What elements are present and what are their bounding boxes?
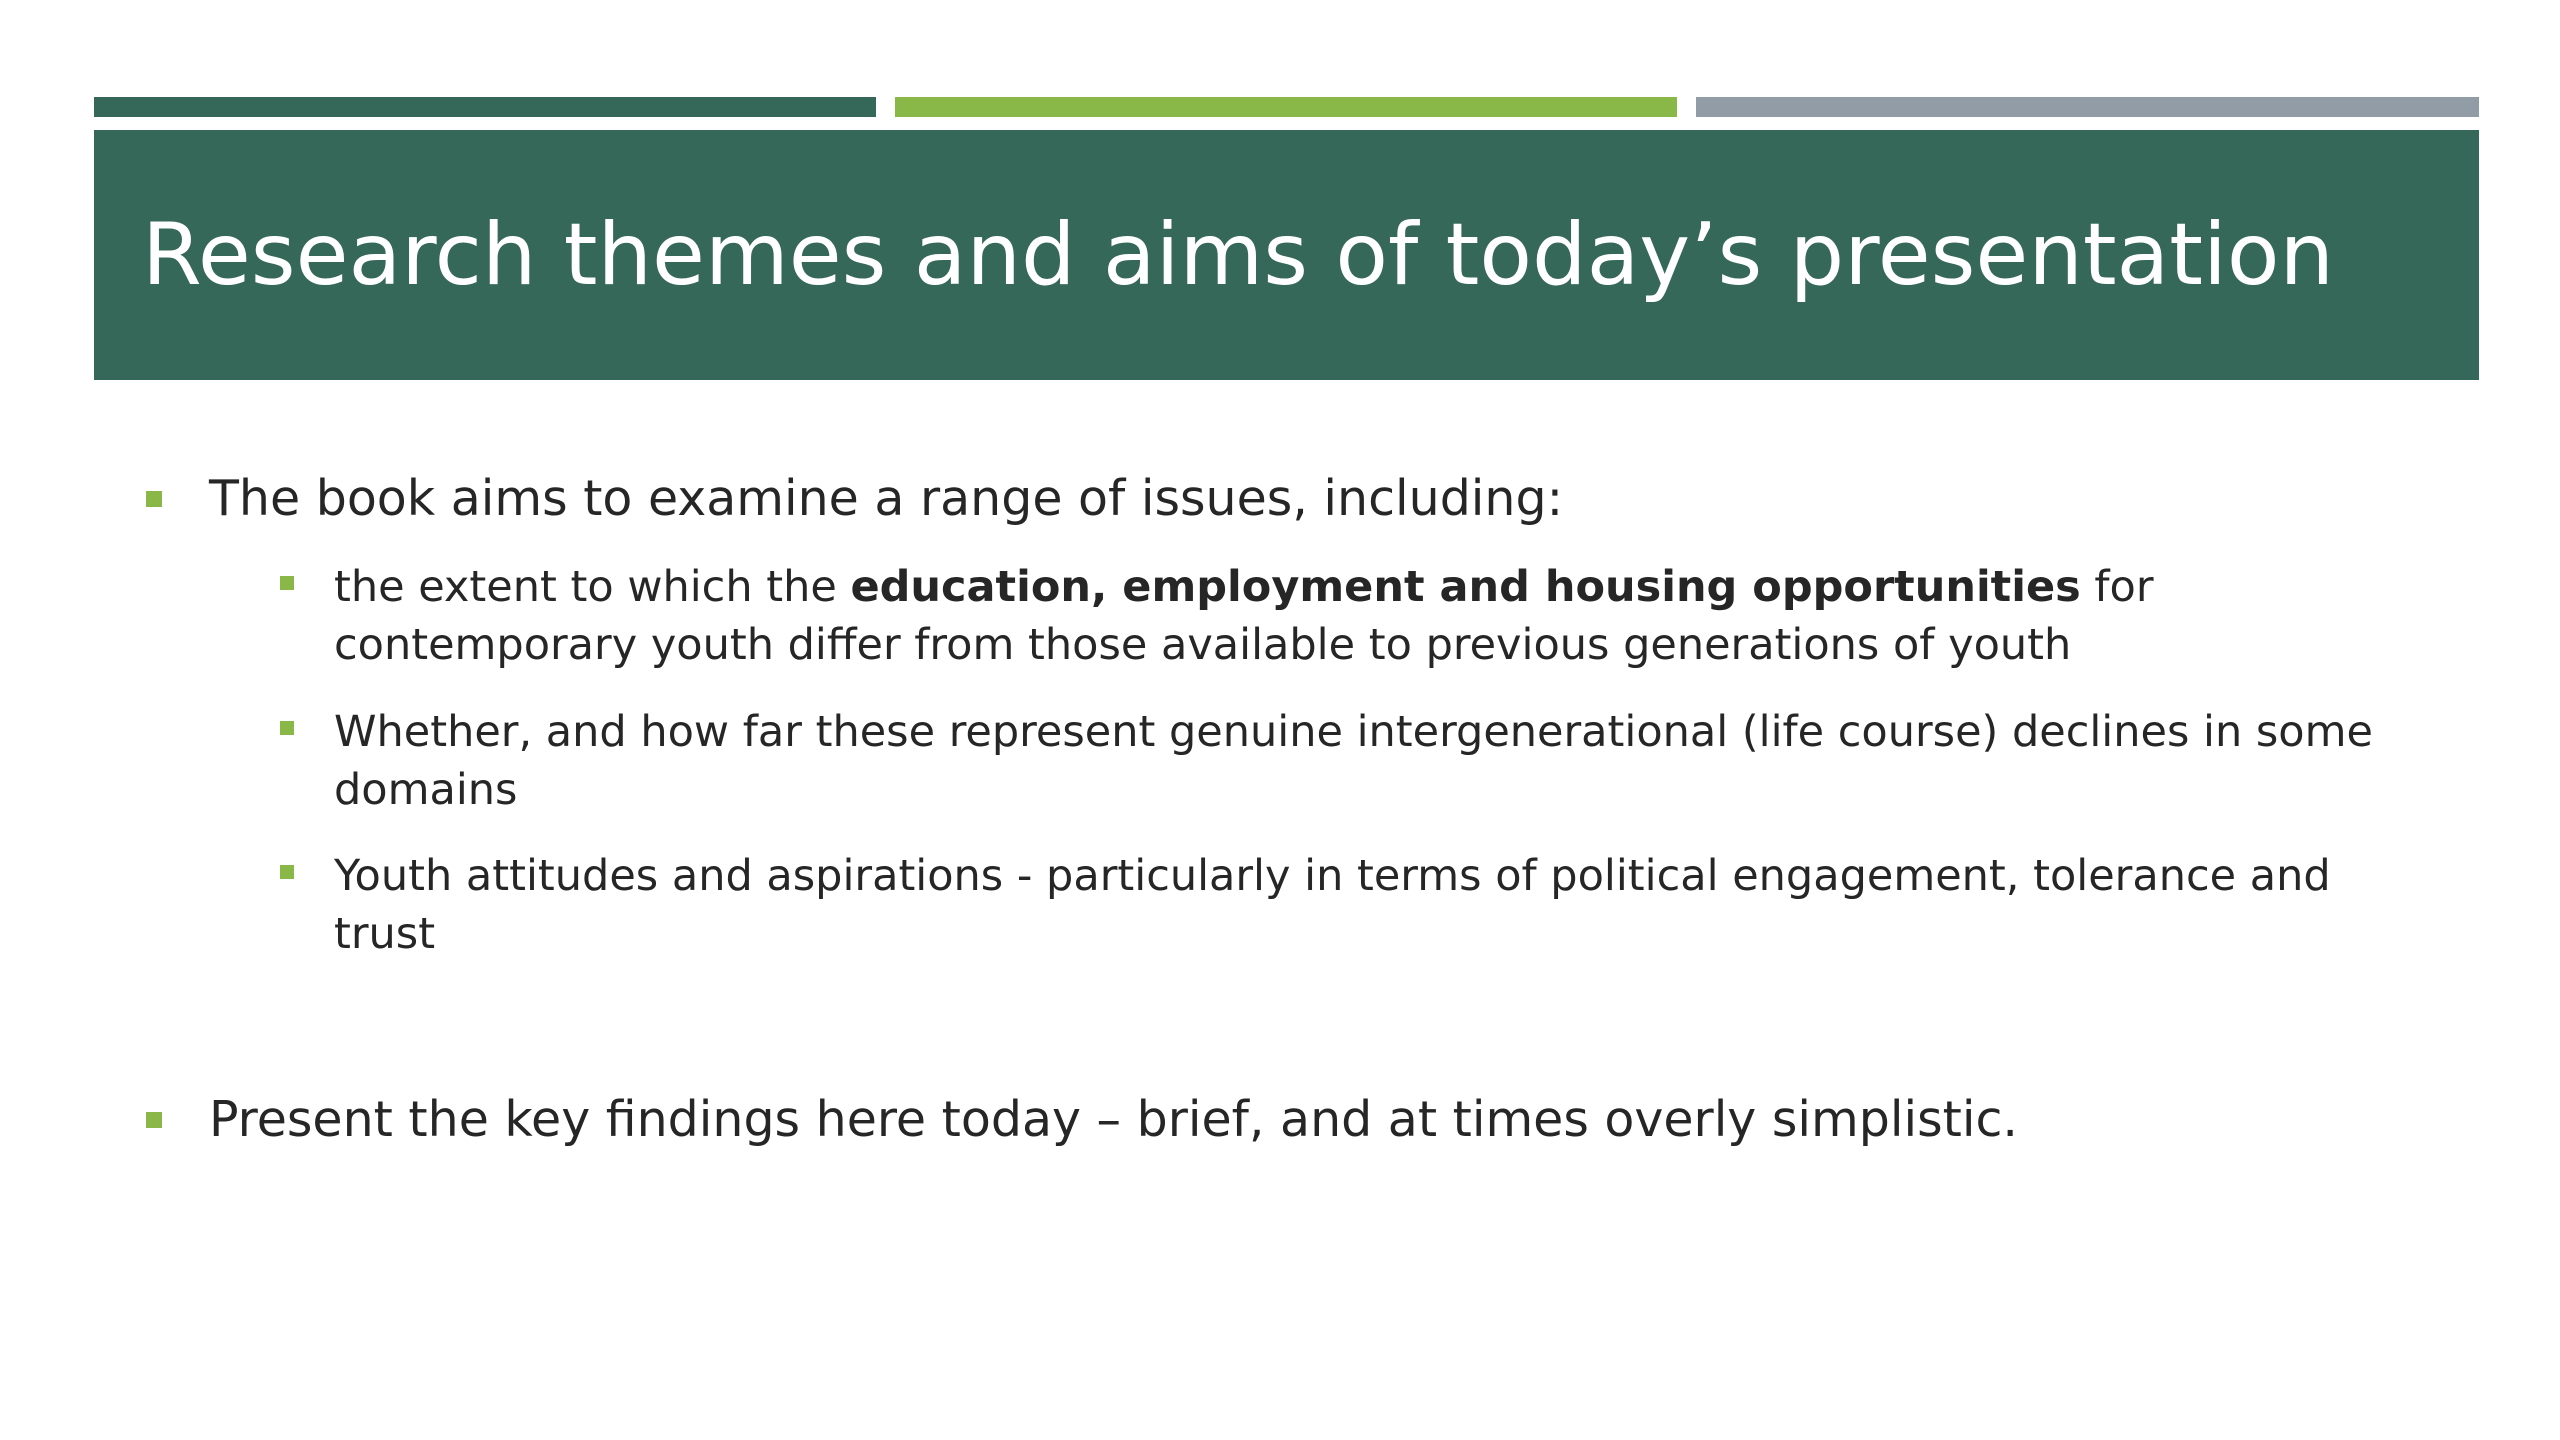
square-bullet-icon xyxy=(146,1112,162,1128)
title-band xyxy=(94,130,2479,380)
sub-bullet-opportunities xyxy=(280,558,2380,674)
square-bullet-icon xyxy=(280,865,294,879)
sub-bullet-text xyxy=(334,558,2380,674)
slide-title: Research themes and aims of today’s presentation xyxy=(142,205,2334,305)
accent-bar-light-green xyxy=(895,97,1677,117)
sub-bullet-text-end: for contemporary youth differ from those available to previous generations of youth xyxy=(334,562,2154,670)
sub-bullet-attitudes xyxy=(280,847,2380,963)
accent-bar-dark-green xyxy=(94,97,876,117)
accent-bar-grey xyxy=(1696,97,2479,117)
square-bullet-icon xyxy=(280,721,294,735)
sub-bullet-text-start: the extent to which the xyxy=(334,562,851,612)
square-bullet-icon xyxy=(146,491,162,507)
bullet-key-findings xyxy=(146,1091,2018,1149)
sub-bullet-text-bold: education, employment and housing opportunities xyxy=(850,562,2081,612)
bullet-book-aims xyxy=(146,470,1563,528)
sub-bullet-declines xyxy=(280,703,2380,819)
bullet-text: Present the key findings here today – brief, and at times overly simplistic. xyxy=(209,1091,2018,1148)
bullet-text: The book aims to examine a range of issues, including: xyxy=(209,470,1564,527)
sub-bullet-text: Youth attitudes and aspirations - particularly in terms of political engagement, tolerance and trust xyxy=(334,851,2331,959)
square-bullet-icon xyxy=(280,576,294,590)
sub-bullet-text: Whether, and how far these represent genuine intergenerational (life course) declines in some domains xyxy=(334,707,2373,815)
